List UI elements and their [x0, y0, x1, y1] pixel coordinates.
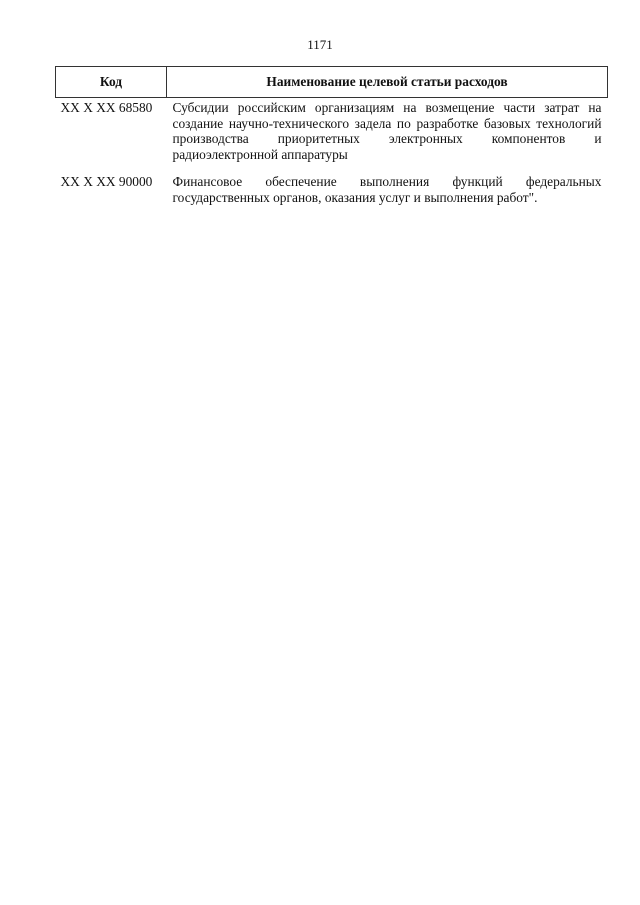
table-row	[56, 172, 608, 215]
page-number: 1171	[307, 37, 333, 52]
name-column-header: Наименование целевой статьи расходов	[167, 67, 608, 98]
target-expenditure-table	[55, 66, 608, 216]
row-code: XX X XX 90000	[60, 174, 153, 190]
table-header-row	[56, 67, 608, 98]
row-code: XX X XX 68580	[60, 100, 153, 115]
code-column-header: Код	[56, 67, 167, 98]
table-row	[56, 98, 608, 173]
row-name: Субсидии российским организациям на возмещение части затрат на создание научно-технического задела по разработке базовых технологий производства приоритетных электронных компонентов и радиоэлектронной аппаратуры	[172, 100, 602, 162]
row-name: Финансовое обеспечение выполнения функций федеральных государственных органов, оказания услуг и выполнения работ".	[172, 174, 602, 205]
